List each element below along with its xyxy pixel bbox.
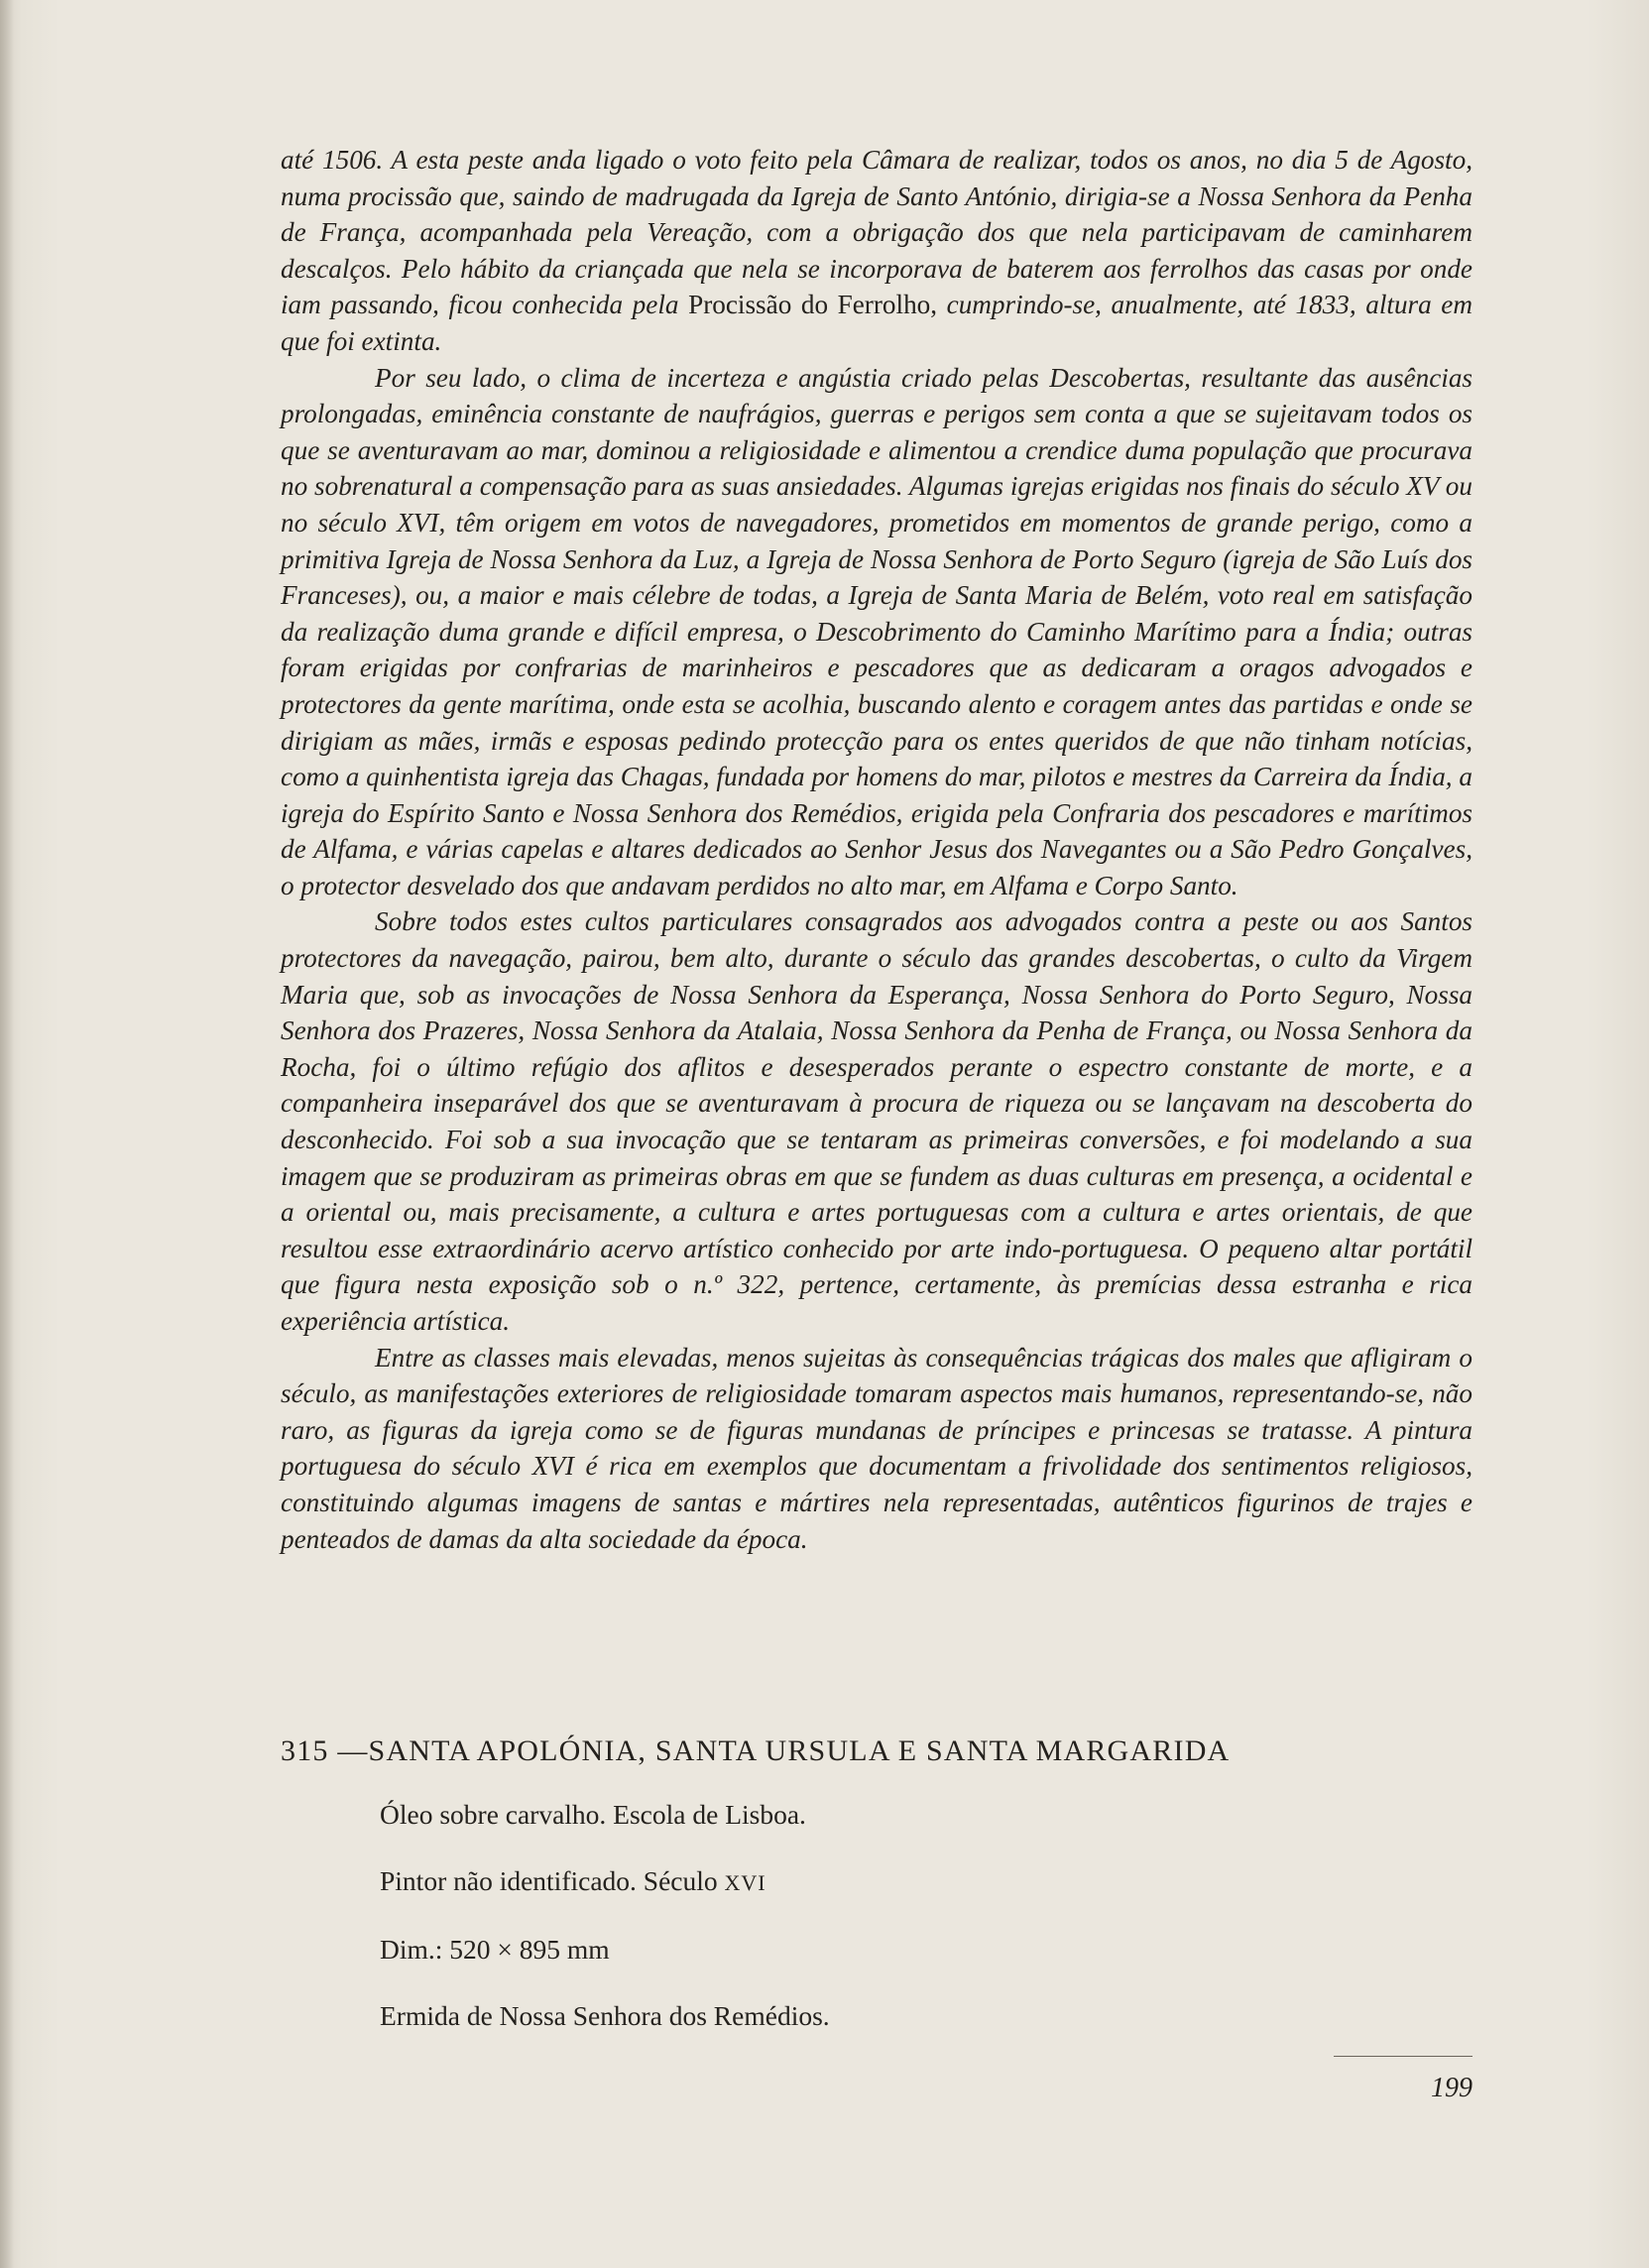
entry-location: Ermida de Nossa Senhora dos Remédios. (380, 2000, 830, 2031)
paragraph-plague-procession (281, 142, 1472, 360)
essay-text (281, 142, 1472, 1557)
dimensions-value: 520 × 895 mm (449, 1934, 610, 1965)
entry-dimensions (380, 1932, 1472, 1968)
catalogue-entry (281, 1732, 1472, 2065)
procession-name: Procissão do Ferrolho, (688, 290, 938, 320)
footer-rule (1334, 2056, 1472, 2057)
entry-heading (281, 1732, 1472, 1770)
entry-title: SANTA APOLÓNIA, SANTA URSULA E SANTA MARGARIDA (368, 1734, 1231, 1767)
painter-century: XVI (724, 1870, 766, 1895)
entry-medium: Óleo sobre carvalho. Escola de Lisboa. (380, 1799, 806, 1830)
paragraph-upper-classes: Entre as classes mais elevadas, menos sujeitas às consequências trágicas dos males que afligiram o século, as manifestações exteriores de religiosidade tomaram aspectos mais humanos, representando-se, não raro, as figuras da igreja como se de figuras mundanas de príncipes e princesas se tratasse. A pintura portuguesa do século XVI é rica em exemplos que documentam a frivolidade dos sentimentos religiosos, constituindo algumas imagens de santas e mártires nela representadas, autênticos figurinos de trajes e penteados de damas da alta sociedade da época. (281, 1342, 1472, 1554)
entry-separator: — (337, 1734, 369, 1767)
paragraph-virgin-mary: Sobre todos estes cultos particulares consagrados aos advogados contra a peste ou aos Santos protectores da navegação, pairou, bem alto, durante o século das grandes descobertas, o culto da Virgem Maria que, sob as invocações de Nossa Senhora da Esperança, Nossa Senhora do Porto Seguro, Nossa Senhora dos Prazeres, Nossa Senhora da Atalaia, Nossa Senhora da Penha de França, ou Nossa Senhora da Rocha, foi o último refúgio dos aflitos e desesperados perante o espectro constante de morte, e a companheira inseparável dos que se aventuravam à procura de riqueza ou se lançavam na descoberta do desconhecido. Foi sob a sua invocação que se tentaram as primeiras conversões, e foi modelando a sua imagem que se produziram as primeiras obras em que se fundem as duas culturas em presença, a ocidental e a oriental ou, mais precisamente, a cultura e artes portuguesas com a cultura e artes orientais, de que resultou esse extraordinário acervo artístico conhecido por arte indo-portuguesa. O pequeno altar portátil que figura nesta exposição sob o n.º 322, pertence, certamente, às premícias dessa estranha e rica experiência artística. (281, 906, 1472, 1336)
page-number: 199 (1431, 2073, 1472, 2103)
paragraph-text: cumprindo-se, anualmente, até 1833, altura em que foi extinta. (281, 290, 1473, 356)
entry-painter (380, 1863, 1472, 1901)
painter-text: Pintor não identificado. Século (380, 1865, 718, 1896)
dimensions-label: Dim.: (380, 1934, 443, 1965)
spine-shadow (0, 0, 14, 2268)
entry-number: 315 (281, 1734, 329, 1767)
paragraph-text: até 1506. A esta peste anda ligado o voto feito pela Câmara de realizar, todos os anos, no dia 5 de Agosto, numa procissão que, saindo de madrugada da Igreja de Santo António, dirigia-se a Nossa Senhora da Penha de França, acompanhada pela Vereação, com a obrigação dos que nela participavam de caminharem descalços. Pelo hábito da criançada que nela se incorporava de baterem aos ferrolhos das casas por onde iam passando, ficou conhecida pela (281, 145, 1472, 320)
entry-details (281, 1797, 1472, 2034)
paragraph-discoveries: Por seu lado, o clima de incerteza e angústia criado pelas Descobertas, resultante das ausências prolongadas, eminência constante de naufrágios, guerras e perigos sem conta a que se sujeitavam todos os que se aventuravam ao mar, dominou a religiosidade e alimentou a crendice duma população que procurava no sobrenatural a compensação para as suas ansiedades. Algumas igrejas erigidas nos finais do século XV ou no século XVI, têm origem em votos de navegadores, prometidos em momentos de grande perigo, como a primitiva Igreja de Nossa Senhora da Luz, a Igreja de Nossa Senhora de Porto Seguro (igreja de São Luís dos Franceses), ou, a maior e mais célebre de todas, a Igreja de Santa Maria de Belém, voto real em satisfação da realização duma grande e difícil empresa, o Descobrimento do Caminho Marítimo para a Índia; outras foram erigidas por confrarias de marinheiros e pescadores que as dedicaram a oragos advogados e protectores da gente marítima, onde esta se acolhia, buscando alento e coragem antes das partidas e onde se dirigiam as mães, irmãs e esposas pedindo protecção para os entes queridos de que não tinham notícias, como a quinhentista igreja das Chagas, fundada por homens do mar, pilotos e mestres da Carreira da Índia, a igreja do Espírito Santo e Nossa Senhora dos Remédios, erigida pela Confraria dos pescadores e marítimos de Alfama, e várias capelas e altares dedicados ao Senhor Jesus dos Navegantes ou a São Pedro Gonçalves, o protector desvelado dos que andavam perdidos no alto mar, em Alfama e Corpo Santo. (281, 362, 1472, 900)
